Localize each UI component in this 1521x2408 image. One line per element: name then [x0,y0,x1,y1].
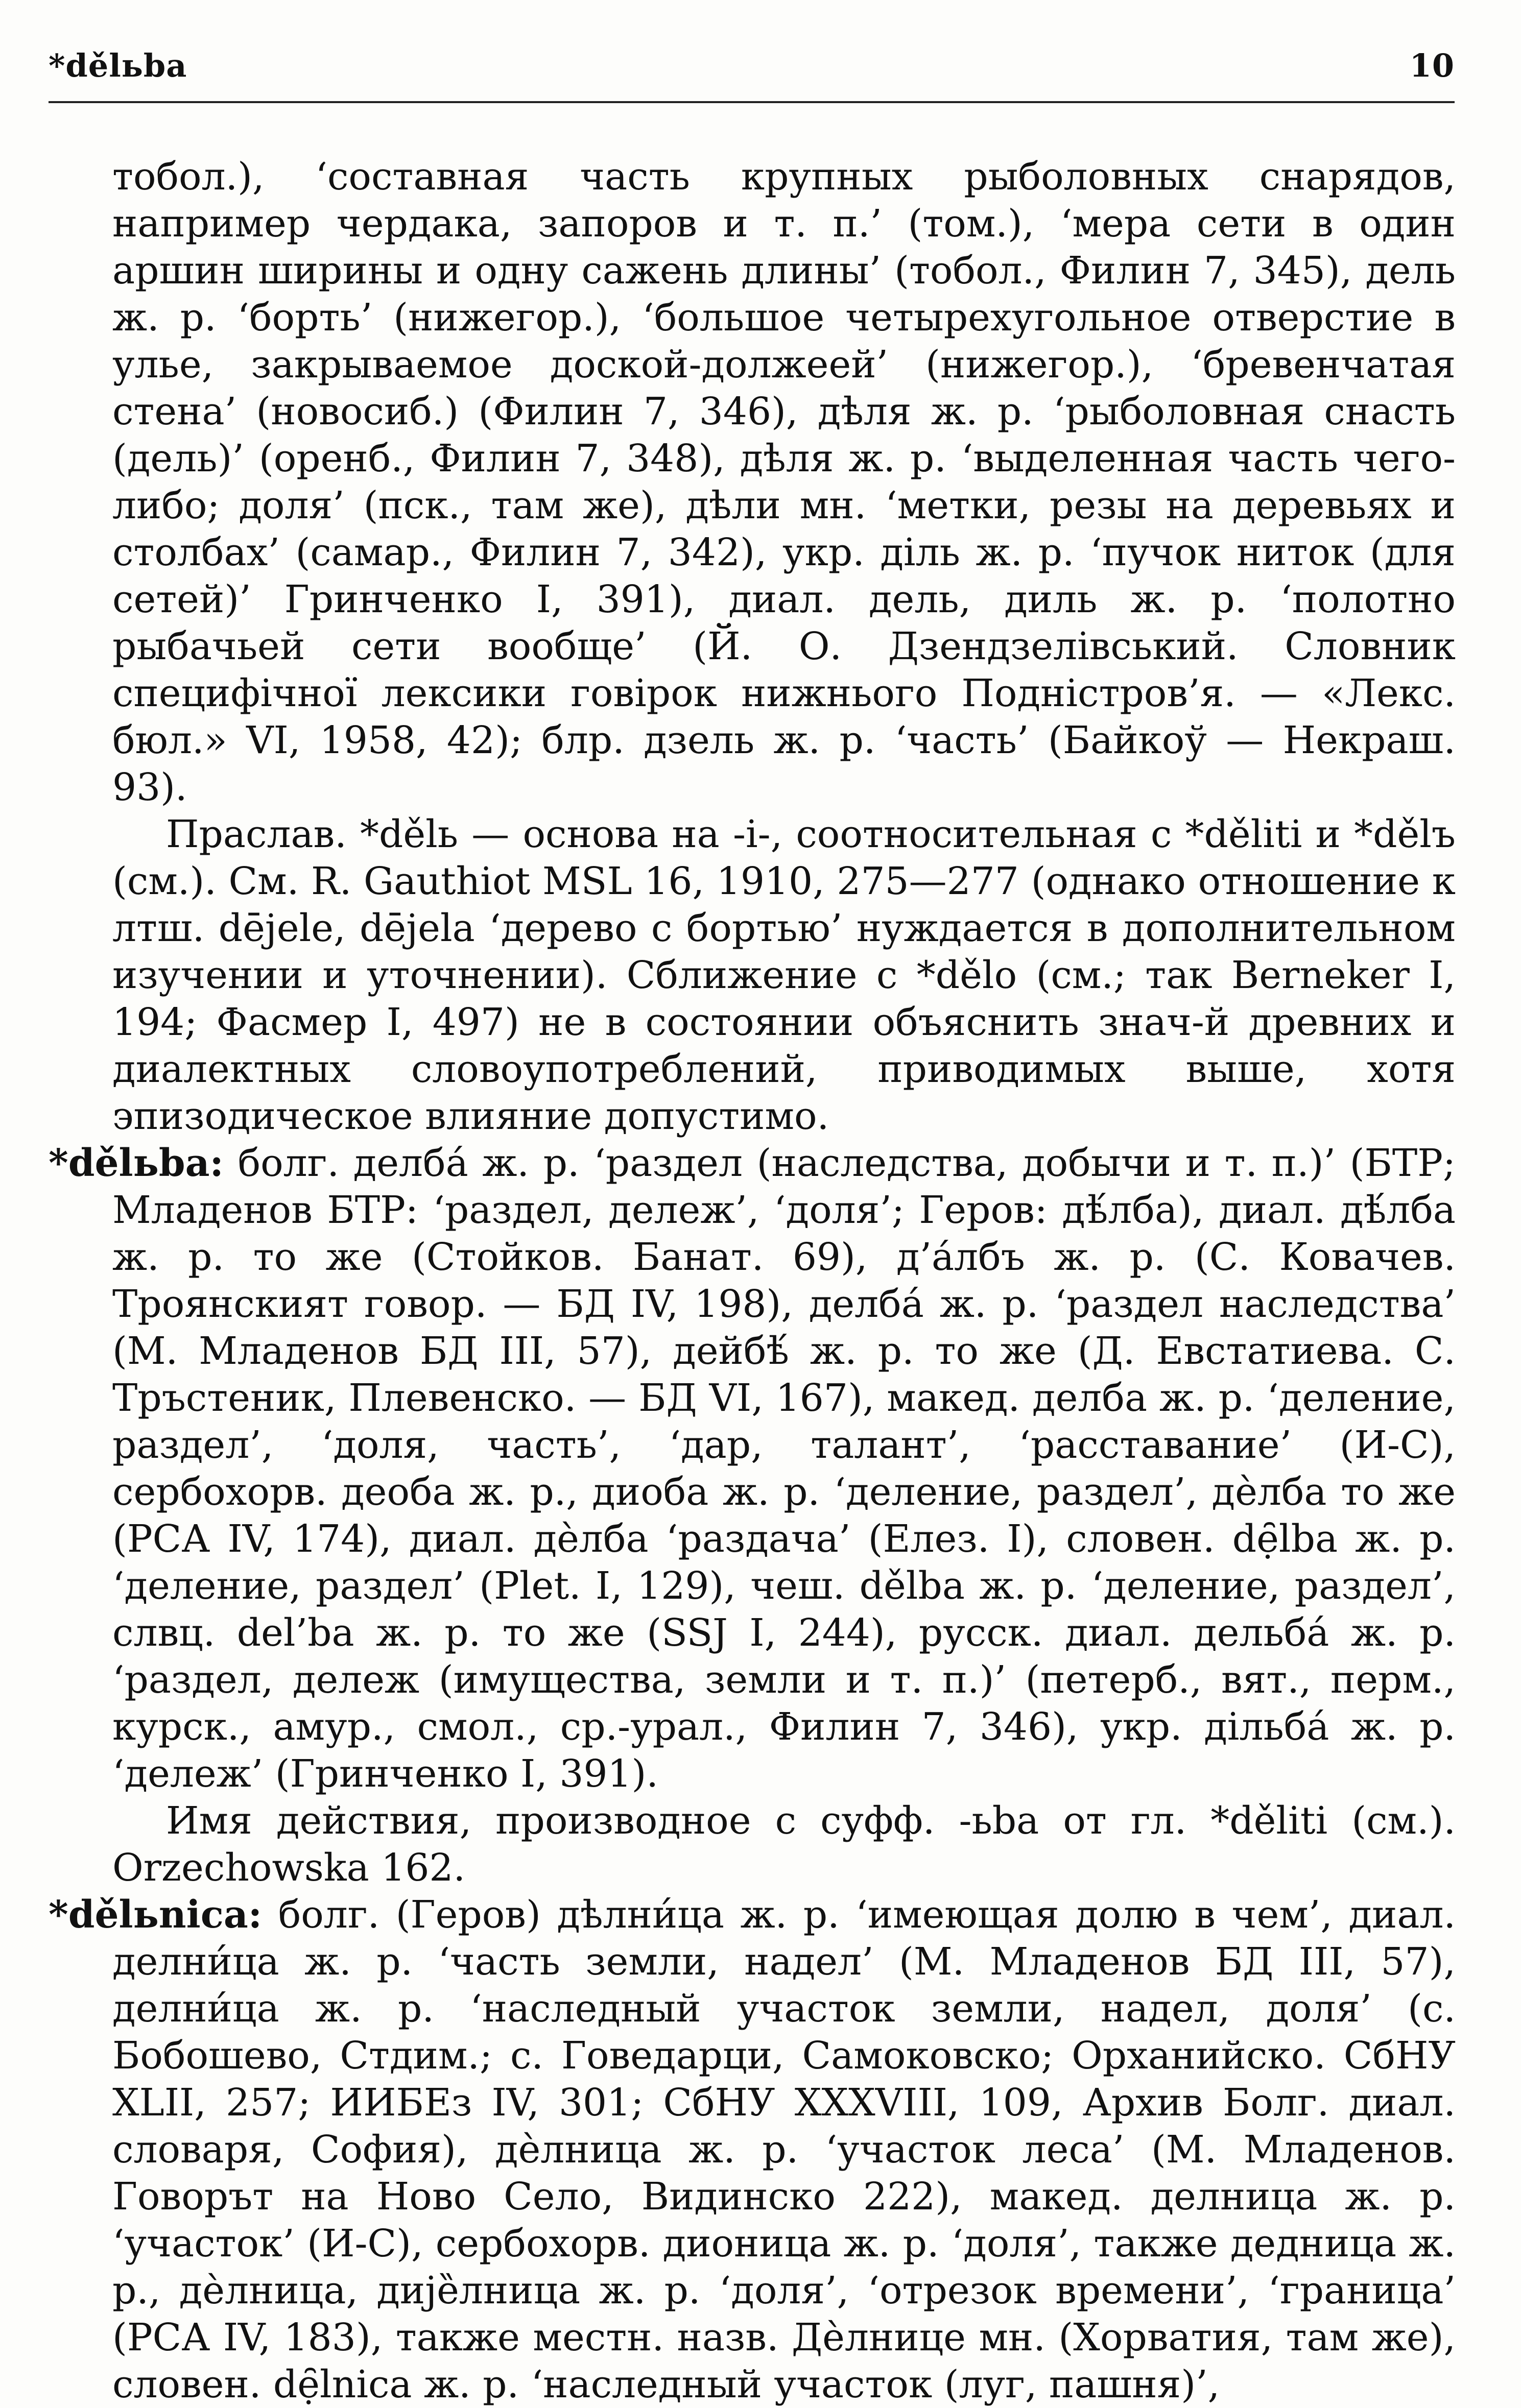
running-head [49,47,1455,84]
page-body [49,153,1456,2408]
entry-headword: *dělьnica: [49,1893,263,1937]
entry-headword: *dělьba: [49,1141,224,1185]
paragraph-text: Праслав. *dělь — основа на -i-, соотносительная с *děliti и *dělъ (см.). См. R. Gauthiot MSL 16, 1910, 275—277 (однако отношение к лтш. dējele, dējela ‘дерево с бортью’ нуждается в дополнительном изучении и уточнении). Сближение с *dělo (см.; так Berneker I, 194; Фасмер I, 497) не в состоянии объяснить знач-й древних и диалектных словоупотреблений, приводимых выше, хотя эпизодическое влияние допустимо. [112,812,1456,1138]
paragraph-derivation [112,1797,1456,1891]
running-headword: *dělьba [49,47,187,84]
page-number: 10 [1409,47,1455,84]
paragraph-text: Имя действия, производное с суфф. -ьba от гл. *děliti (см.). Orzechowska 162. [112,1799,1456,1890]
paragraph-text: тобол.), ‘составная часть крупных рыболовных снарядов, например чердака, запоров и т. п.’ (том.), ‘мера сети в один аршин ширины и одну сажень длины’ (тобол., Филин 7, 345), дель ж. р. ‘борть’ (нижегор.), ‘большое четырехугольное отверстие в улье, закрываемое доской-должеей’ (нижегор.), ‘бревенчатая стена’ (новосиб.) (Филин 7, 346), дѣля ж. р. ‘рыболовная снасть (дель)’ (оренб., Филин 7, 348), дѣля ж. р. ‘выделенная часть чего-либо; доля’ (пск., там же), дѣли мн. ‘метки, резы на деревьях и столбах’ (самар., Филин 7, 342), укр. діль ж. р. ‘пучок ниток (для сетей)’ Гринченко I, 391), диал. дель, диль ж. р. ‘полотно рыбачьей сети вообще’ (Й. О. Дзендзелівський. Словник специфічної лексики говірок нижнього Подністров’я. — «Лекс. бюл.» VI, 1958, 42); блр. дзель ж. р. ‘часть’ (Байкоў — Некраш. 93). [112,155,1456,809]
entry-text: болг. делба́ ж. р. ‘раздел (наследства, добычи и т. п.)’ (БТР; Младенов БТР: ‘раздел, дележ’, ‘доля’; Геров: дѣ́лба), диал. дѣ́лба ж. р. то же (Стойков. Банат. 69), д’а́лбъ ж. р. (С. Ковачев. Троянският говор. — БД IV, 198), делба́ ж. р. ‘раздел наследства’ (М. Младенов БД III, 57), дейбѣ́ ж. р. то же (Д. Евстатиева. С. Тръстеник, Плевенско. — БД VI, 167), макед. делба ж. р. ‘деление, раздел’, ‘доля, часть’, ‘дар, талант’, ‘расставание’ (И-С), сербохорв. деoба ж. р., диоба ж. р. ‘деление, раздел’, дѐлба то же (РСА IV, 174), диал. дѐлба ‘раздача’ (Елез. I), словен. dẹ̑lba ж. р. ‘деление, раздел’ (Plet. I, 129), чеш. dělba ж. р. ‘деление, раздел’, слвц. del’ba ж. р. то же (SSJ I, 244), русск. диал. дельба́ ж. р. ‘раздел, дележ (имущества, земли и т. п.)’ (петерб., вят., перм., курск., амур., смол., ср.-урал., Филин 7, 346), укр. дільба́ ж. р. ‘дележ’ (Гринченко I, 391). [112,1141,1456,1796]
header-rule [49,101,1455,103]
entry-delьnica [49,1891,1456,2408]
entry-text: болг. (Геров) дѣлни́ца ж. р. ‘имеющая долю в чем’, диал. делни́ца ж. р. ‘часть земли, надел’ (М. Младенов БД III, 57), делни́ца ж. р. ‘наследный участок земли, надел, доля’ (с. Бобошево, Стдим.; с. Говедарци, Самоковско; Орханийско. СбНУ XLII, 257; ИИБЕз IV, 301; СбНУ XXXVIII, 109, Архив Болг. диал. словаря, София), дѐлница ж. р. ‘участок леса’ (М. Младенов. Говорът на Ново Село, Видинско 222), макед. делница ж. р. ‘участок’ (И-С), сербохорв. диoница ж. р. ‘доля’, также дедница ж. р., дѐлница, дије̏лница ж. р. ‘доля’, ‘отрезок времени’, ‘граница’ (РСА IV, 183), также местн. назв. Дѐлнице мн. (Хорватия, там же), словен. dẹ̑lnica ж. р. ‘наследный участок (луг, пашня)’, [112,1893,1456,2406]
paragraph-etymology [112,811,1456,1140]
entry-delьba [49,1140,1456,1797]
paragraph-continuation [112,153,1456,811]
